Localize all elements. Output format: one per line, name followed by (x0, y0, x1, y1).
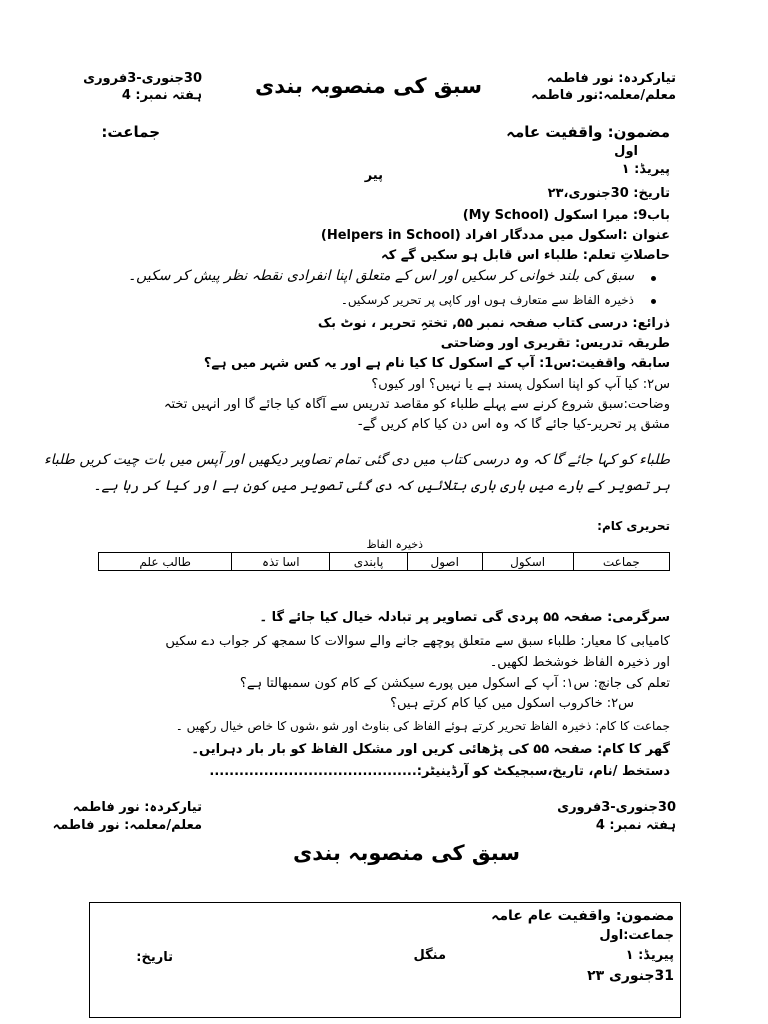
success-criteria-2: اور ذخیرہ الفاظ خوشخط لکھیں۔ (489, 655, 670, 670)
page-title-2: سبق کی منصوبہ بندی (293, 841, 521, 865)
outcomes-heading: حاصلاتِ تعلم: طلباء اس قابل ہو سکیں گے کہ (380, 248, 670, 263)
bullet (651, 299, 656, 304)
week-number-2: ہفتہ نمبر: 4 (595, 818, 676, 833)
resources: ذرائع: درسی کتاب صفحہ نمبر ۵۵, تختہِ تحریر ، نوٹ بک (317, 316, 670, 331)
vocab-word: پابندی (330, 553, 408, 571)
outcome-1: سبق کی بلند خوانی کر سکیں اور اس کے متعلق اپنا انفرادی نقطہ نظر پیش کر سکیں۔ (127, 268, 634, 284)
date-2: 31جنوری ۲۳ (587, 968, 674, 984)
chapter (463, 208, 670, 224)
handwritten-line-2: ہر تصویر کے بارے میں باری باری بتلائیں کہ دی گئی تصویر میں کون ہے اور کیا کر رہا ہے۔ (93, 478, 670, 494)
period: پیریڈ: ۱ (621, 162, 670, 177)
page-title: سبق کی منصوبہ بندی (255, 74, 483, 98)
homework: گھر کا کام: صفحہ ۵۵ کی پڑھائی کریں اور مشکل الفاظ کو بار بار دہرایں۔ (191, 742, 670, 757)
vocab-word: طالب علم (99, 553, 232, 571)
week-number: ہفتہ نمبر: 4 (121, 88, 202, 103)
class-label: جماعت: (101, 123, 160, 141)
explanation-line-2: مشق پر تحریر-کیا جائے گا کہ وہ اس دن کیا کام کریں گے- (357, 417, 670, 432)
bullet (651, 276, 656, 281)
topic-english: (Helpers in School) (320, 228, 461, 243)
day: پیر (364, 168, 383, 183)
handwritten-line-1: طلباء کو کہا جائے گا کہ وہ درسی کتاب میں دی گئی تمام تصاویر دیکھیں اور آپس میں بات چیت کریں طلباء (44, 452, 670, 468)
date-range-2: 30جنوری-3فروری (557, 800, 676, 815)
period-2: پیریڈ: ۱ (625, 948, 674, 963)
date-label-2: تاریخ: (136, 950, 173, 965)
question-2: س۲: کیا آپ کو اپنا اسکول پسند ہے یا نہیں؟ اور کیوں؟ (371, 377, 670, 392)
vocab-word: اسکول (482, 553, 573, 571)
teacher-name: معلم/معلمہ:نور فاطمہ (531, 88, 676, 103)
vocab-heading: ذخیرہ الفاظ (366, 538, 423, 551)
teaching-method: طریقہ تدریس: تقریری اور وضاحتی (440, 336, 670, 351)
signature-line: دستخط /نام، تاریخ،سبجیکٹ کو آرڈینیٹر:.......................................... (209, 764, 670, 779)
prior-knowledge: سابقہ واقفیت:س1: آپ کے اسکول کا کیا نام ہے اور یہ کس شہر میں ہے؟ (203, 356, 670, 371)
vocab-word: اسا تذہ (232, 553, 330, 571)
prepared-by: تیارکردہ: نور فاطمہ (546, 71, 676, 86)
activity: سرگرمی: صفحہ ۵۵ پردی گی تصاویر پر تبادلہ خیال کیا جائے گا ۔ (259, 610, 670, 625)
teacher-name-2: معلم/معلمہ: نور فاطمہ (52, 818, 202, 833)
topic-urdu: عنوان :اسکول میں مددگار افراد (465, 228, 670, 243)
date: تاریخ: 30جنوری،۲۳ (547, 186, 670, 201)
chapter-english: (My School) (462, 208, 550, 223)
date-range: 30جنوری-3فروری (83, 71, 202, 86)
classwork: جماعت کا کام: ذخیرہ الفاظ تحریر کرتے ہوئے الفاظ کی بناوٹ اور شو ،شوں کا خاص خیال رکھیں ۔ (175, 719, 670, 733)
assessment-2: س۲: خاکروب اسکول میں کیا کام کرتے ہیں؟ (390, 696, 634, 711)
vocab-word: اصول (407, 553, 482, 571)
written-work-label: تحریری کام: (597, 519, 670, 533)
vocab-word: جماعت (573, 553, 669, 571)
topic (321, 228, 670, 244)
assessment-1: تعلم کی جانچ: س۱: آپ کے اسکول میں پورے سیکشن کے کام کون سمبھالتا ہے؟ (239, 676, 670, 691)
class-2: جماعت:اول (599, 928, 674, 943)
vocabulary-table (98, 552, 670, 571)
class-value: اول (614, 144, 638, 159)
subject: مضمون: واقفیت عامہ (506, 123, 670, 141)
outcome-2: ذخیرہ الفاظ سے متعارف ہوں اور کاپی پر تحریر کرسکیں۔ (340, 293, 634, 307)
table-row (99, 553, 670, 571)
success-criteria-1: کامیابی کا معیار: طلباء سبق سے متعلق پوچھے جانے والے سوالات کا سمجھ کر جواب دے سکیں (165, 634, 670, 649)
explanation-line-1: وضاحت:سبق شروع کرنے سے پہلے طلباء کو مقاصد تدریس سے آگاہ کیا جائے گا اور انہیں تختہ (163, 397, 670, 412)
day-2: منگل (413, 948, 446, 963)
chapter-urdu: باب9: میرا اسکول (553, 208, 670, 223)
prepared-by-2: تیارکردہ: نور فاطمہ (72, 800, 202, 815)
subject-2: مضمون: واقفیت عام عامہ (491, 908, 674, 924)
